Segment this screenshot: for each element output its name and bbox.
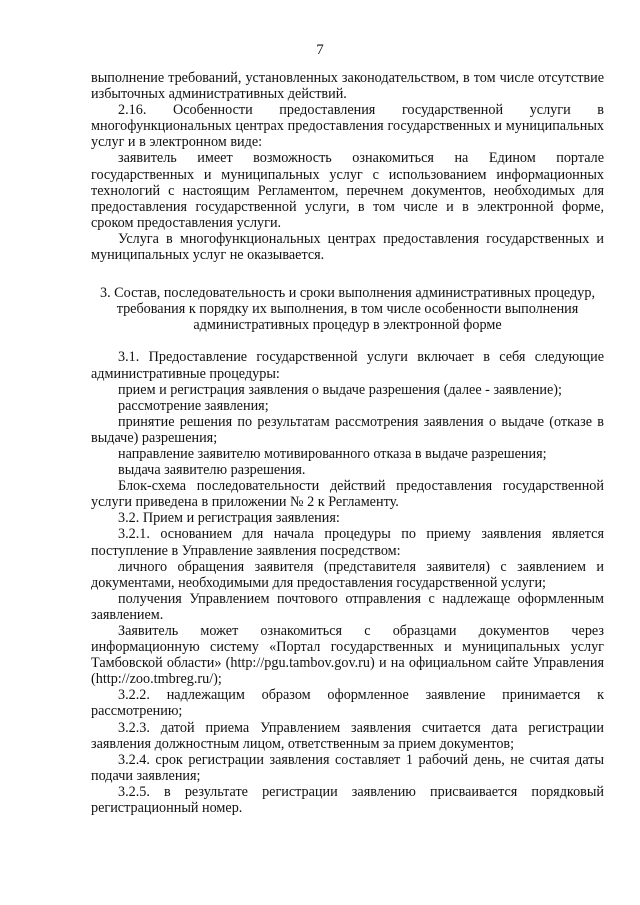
paragraph-3-2-5: 3.2.5. в результате регистрации заявлению присваивается порядковый регистрационный номер. <box>91 783 604 817</box>
page-number: 7 <box>316 42 324 58</box>
paragraph-personal-visit: личного обращения заявителя (представителя заявителя) с заявлением и документами, необходимыми для предоставления государственной услуги; <box>91 558 604 591</box>
procedure-item-refusal: направление заявителю мотивированного отказа в выдаче разрешения; <box>118 445 547 462</box>
paragraph-intro-continuation: выполнение требований, установленных законодательством, в том числе отсутствие избыточных административных действий. <box>91 70 604 103</box>
section-3-heading: 3. Состав, последовательность и сроки выполнения административных процедур, требования к порядку их выполнения, в том числе особенности выполнения административных процедур в электронной форме <box>99 285 595 334</box>
paragraph-flowchart-ref: Блок-схема последовательности действий предоставления государственной услуги приведена в приложении № 2 к Регламенту. <box>91 478 604 511</box>
procedure-item-issue: выдача заявителю разрешения. <box>118 462 306 479</box>
paragraph-3-1: 3.1. Предоставление государственной услуги включает в себя следующие административные процедуры: <box>91 349 604 382</box>
document-body <box>91 70 604 816</box>
paragraph-3-2: 3.2. Прием и регистрация заявления: <box>118 510 340 527</box>
paragraph-2-16: 2.16. Особенности предоставления государственной услуги в многофункциональных центрах предоставления государственных и муниципальных услуг и в электронном виде: <box>91 102 604 151</box>
paragraph-3-2-2: 3.2.2. надлежащим образом оформленное заявление принимается к рассмотрению; <box>91 687 604 720</box>
paragraph-3-2-4: 3.2.4. срок регистрации заявления составляет 1 рабочий день, не считая даты подачи заявления; <box>91 751 604 784</box>
paragraph-mfc-note: Услуга в многофункциональных центрах предоставления государственных и муниципальных услуг не оказывается. <box>91 230 604 264</box>
paragraph-3-2-1: 3.2.1. основанием для начала процедуры по приему заявления является поступление в Управление заявления посредством: <box>91 526 604 559</box>
procedure-item-receive: прием и регистрация заявления о выдаче разрешения (далее - заявление); <box>118 381 562 398</box>
paragraph-postal: получения Управлением почтового отправления с надлежаще оформленным заявлением. <box>91 590 604 623</box>
paragraph-samples: Заявитель может ознакомиться с образцами документов через информационную систему «Портал государственных и муниципальных услуг Тамбовской области» (http://pgu.tambov.gov.ru) и на официальном сайте Управления (http://zoo.tmbreg.ru/); <box>91 623 604 688</box>
procedure-item-decision: принятие решения по результатам рассмотрения заявления о выдаче (отказе в выдаче) разрешения; <box>91 413 604 446</box>
paragraph-portal-info: заявитель имеет возможность ознакомиться на Едином портале государственных и муниципальных услуг с использованием информационных технологий с настоящим Регламентом, перечнем документов, необходимых для предоставления государственной услуги, в том числе и в электронной форме, сроком предоставления услуги. <box>91 150 604 231</box>
paragraph-3-2-3: 3.2.3. датой приема Управлением заявления считается дата регистрации заявления должностным лицом, ответственным за прием документов; <box>91 719 604 752</box>
procedure-item-review: рассмотрение заявления; <box>118 397 269 414</box>
